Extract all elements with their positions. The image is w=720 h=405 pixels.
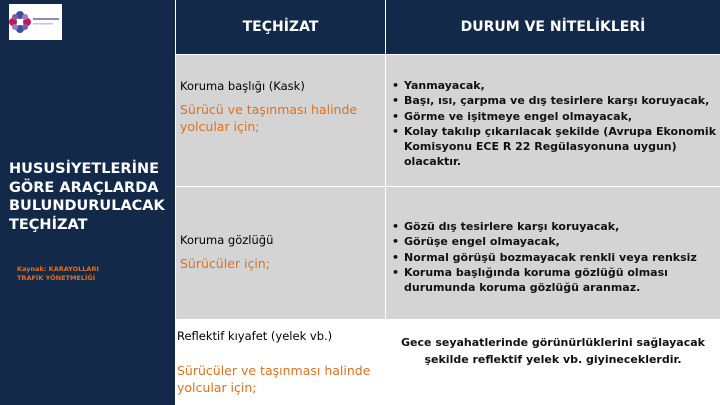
item-target-line: Sürücüler için;	[180, 256, 270, 271]
note-line: şekilde reflektif yelek vb. giyineceklerdir.	[424, 353, 682, 366]
equipment-table	[176, 0, 720, 405]
list-item: • Yanmayacak,	[390, 78, 716, 93]
column-header-conditions: DURUM VE NİTELİKLERİ	[386, 0, 720, 54]
table-cell-conditions	[386, 320, 720, 405]
item-name: Reflektif kıyafet (yelek vb.)	[177, 329, 333, 343]
list-item: • Gözü dış tesirlere karşı koruyacak,	[390, 219, 697, 234]
source-citation	[17, 265, 99, 283]
table-cell-item	[176, 320, 385, 405]
logo	[9, 4, 62, 40]
table-cell-conditions	[386, 55, 720, 186]
conditions-list	[390, 78, 716, 170]
conditions-note	[386, 334, 720, 368]
list-item: • Görme ve işitmeye engel olmayacak,	[390, 109, 716, 124]
item-name: Koruma gözlüğü	[180, 233, 274, 247]
list-item: • Kolay takılıp çıkarılacak şekilde (Avrupa Ekonomik	[390, 124, 716, 139]
conditions-list	[390, 219, 697, 295]
column-header-equipment: TEÇHİZAT	[176, 0, 385, 54]
page-title-line: BULUNDURULACAK	[9, 198, 165, 214]
item-target-line: Sürücü ve taşınması halinde	[180, 102, 358, 117]
item-target	[180, 255, 270, 272]
sidebar-panel	[0, 0, 175, 405]
flower-logo-icon	[9, 4, 62, 40]
page-title-line: GÖRE ARAÇLARDA	[9, 179, 159, 196]
list-item: • Koruma başlığında koruma gözlüğü olması	[390, 265, 697, 280]
table-cell-item	[176, 187, 385, 319]
table-cell-item	[176, 55, 385, 186]
list-item-continuation: olacaktır.	[404, 155, 462, 169]
table-cell-conditions	[386, 187, 720, 319]
item-target-line: Sürücüler ve taşınması halinde	[177, 363, 371, 378]
note-line: Gece seyahatlerinde görünürlüklerini sağlayacak	[401, 336, 705, 349]
list-item-continuation: Komisyonu ECE R 22 Regülasyonuna uygun)	[404, 140, 677, 154]
page-title-line: HUSUSİYETLERİNE	[9, 161, 160, 177]
list-item: • Normal görüşü bozmayacak renkli veya renksiz	[390, 250, 697, 265]
source-line: TRAFİK YÖNETMELİĞİ	[17, 274, 96, 282]
page-title-line: TEÇHİZAT	[9, 216, 88, 233]
list-item: • Başı, ısı, çarpma ve dış tesirlere karşı koruyacak,	[390, 93, 716, 108]
page-title	[9, 160, 179, 234]
list-item: • Görüşe engel olmayacak,	[390, 234, 697, 249]
item-target-line: yolcular için;	[177, 380, 257, 395]
list-item-continuation: durumunda koruma gözlüğü aranmaz.	[404, 281, 641, 295]
item-target	[180, 101, 357, 135]
item-target-line: yolcular için;	[180, 119, 260, 134]
source-line: Kaynak: KARAYOLLARI	[17, 265, 99, 273]
item-name: Koruma başlığı (Kask)	[180, 79, 305, 93]
item-target	[177, 362, 370, 396]
